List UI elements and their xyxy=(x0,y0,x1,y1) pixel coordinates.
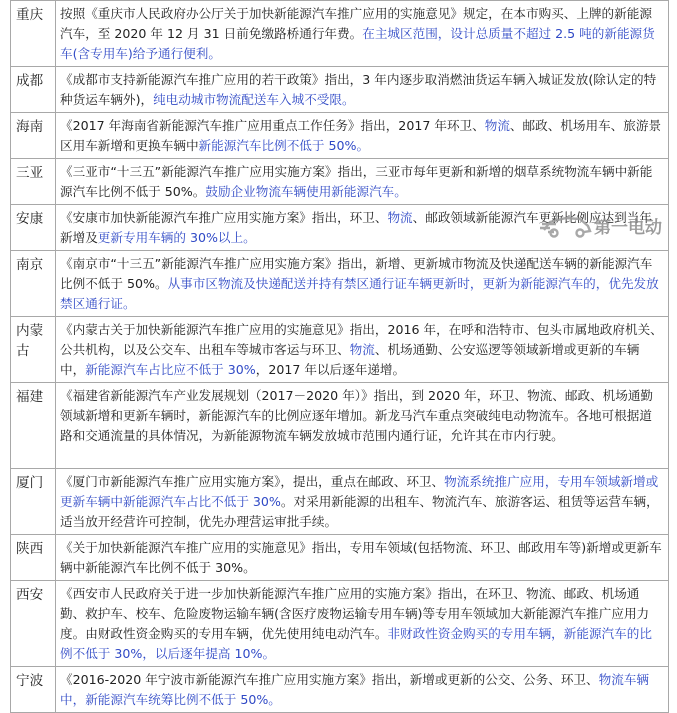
highlighted-text: 物流车辆中，新能源汽车统筹比例不低于 50%。 xyxy=(60,672,649,707)
table-row xyxy=(11,469,669,535)
policy-text: 《西安市人民政府关于进一步加快新能源汽车推广应用的实施方案》指出，在环卫、物流、邮政、机场通勤、救护车、校车、危险废物运输车辆(含医疗废物运输专用车辆)等专用车领域加大新能源汽车推广应用力度。由财政性资金购买的专用车辆，优先使用纯电动汽车。 xyxy=(60,586,650,641)
policy-cell xyxy=(56,581,669,667)
table-row xyxy=(11,581,669,667)
policy-text: 《厦门市新能源汽车推广应用实施方案》，提出，重点在邮政、环卫、 xyxy=(60,474,445,489)
highlighted-text: 物流 xyxy=(484,118,510,133)
table-row xyxy=(11,251,669,317)
policy-cell xyxy=(56,67,669,113)
table-row xyxy=(11,317,669,383)
policy-text: 、邮政、机场用车、旅游景区用车新增和更换车辆中 xyxy=(60,118,662,153)
highlighted-text: 纯电动城市物流配送车入城不受限。 xyxy=(153,92,355,107)
policy-cell xyxy=(56,159,669,205)
highlighted-text: 在主城区范围，设计总质量不超过 2.5 吨的新能源货车(含专用车)给予通行便利。 xyxy=(60,26,655,61)
highlighted-text: 从事市区物流及快递配送并持有禁区通行证车辆更新时，更新为新能源汽车的，优先发放禁区通行证。 xyxy=(60,276,659,311)
policy-cell xyxy=(56,317,669,383)
city-cell: 安康 xyxy=(11,205,56,251)
table-row xyxy=(11,67,669,113)
city-cell: 内蒙古 xyxy=(11,317,56,383)
policy-text: 《内蒙古关于加快新能源汽车推广应用的实施意见》指出，2016 年，在呼和浩特市、包头市属地政府机关、公共机构，以及公交车、出租车等城市客运与环卫、 xyxy=(60,322,663,357)
policy-cell xyxy=(56,1,669,67)
city-cell: 海南 xyxy=(11,113,56,159)
policy-text: 按照《重庆市人民政府办公厅关于加快新能源汽车推广应用的实施意见》规定，在本市购买、上牌的新能源汽车，至 2020 年 12 月 31 日前免缴路桥通行年费。 xyxy=(60,6,652,41)
policy-text: 《福建省新能源汽车产业发展规划（2017－2020 年）》指出，到 2020 年，环卫、物流、邮政、机场通勤领域新增和更新车辆时，新能源汽车的比例应逐年增加。新龙马汽车重点突破纯电动物流车。各地可根据道路和交通流量的具体情况，为新能源物流车辆发放城市范围内通行证，允许其在市内行驶。 xyxy=(60,388,654,443)
policy-text: 、邮政领域新能源汽车更新比例应达到当年新增及 xyxy=(60,210,652,245)
city-cell: 三亚 xyxy=(11,159,56,205)
highlighted-text: 更新专用车辆的 30%以上。 xyxy=(97,230,256,245)
highlighted-text: 鼓励企业物流车辆使用新能源汽车。 xyxy=(205,184,407,199)
city-cell: 成都 xyxy=(11,67,56,113)
city-cell: 西安 xyxy=(11,581,56,667)
city-cell: 福建 xyxy=(11,383,56,469)
table-row xyxy=(11,1,669,67)
policy-cell xyxy=(56,667,669,713)
policy-text: 《三亚市“十三五”新能源汽车推广应用实施方案》指出，三亚市每年更新和新增的烟草系统物流车辆中新能源汽车比例不低于 50%。 xyxy=(60,164,653,199)
policy-text: 《2016-2020 年宁波市新能源汽车推广应用实施方案》指出，新增或更新的公交、公务、环卫、 xyxy=(60,672,599,687)
city-cell: 厦门 xyxy=(11,469,56,535)
table-row xyxy=(11,113,669,159)
policy-text: 《2017 年海南省新能源汽车推广应用重点工作任务》指出，2017 年环卫、 xyxy=(60,118,485,133)
policy-cell xyxy=(56,251,669,317)
city-cell: 重庆 xyxy=(11,1,56,67)
highlighted-text: 物流系统推广应用，专用车领域新增或更新车辆中新能源汽车占比不低于 30% xyxy=(60,474,659,509)
policy-table xyxy=(10,0,669,713)
table-row xyxy=(11,535,669,581)
highlighted-text: 新能源汽车占比应不低于 30% xyxy=(85,362,256,377)
watermark-text: 第一电动 xyxy=(594,218,662,238)
policy-text: 《安康市加快新能源汽车推广应用实施方案》指出，环卫、 xyxy=(60,210,388,225)
city-cell: 宁波 xyxy=(11,667,56,713)
table-row xyxy=(11,383,669,469)
policy-cell xyxy=(56,535,669,581)
highlighted-text: 非财政性资金购买的专用车辆，新能源汽车的比例不低于 30%，以后逐年提高 10%。 xyxy=(60,626,652,661)
policy-cell xyxy=(56,113,669,159)
policy-cell xyxy=(56,383,669,469)
policy-text: 《成都市支持新能源汽车推广应用的若干政策》指出，3 年内逐步取消燃油货运车辆入城证发放(除认定的特种货运车辆外)， xyxy=(60,72,657,107)
policy-text: 《南京市“十三五”新能源汽车推广应用实施方案》指出，新增、更新城市物流及快递配送车辆的新能源汽车比例不低于 50%。 xyxy=(60,256,653,291)
policy-cell xyxy=(56,469,669,535)
highlighted-text: 新能源汽车比例不低于 50%。 xyxy=(198,138,370,153)
policy-text: ，2017 年以后逐年递增。 xyxy=(255,362,406,377)
city-cell: 陕西 xyxy=(11,535,56,581)
city-cell: 南京 xyxy=(11,251,56,317)
highlighted-text: 物流 xyxy=(387,210,413,225)
table-row xyxy=(11,159,669,205)
watermark-logo xyxy=(540,204,664,242)
policy-text: 、机场通勤、公安巡逻等领域新增或更新的车辆中， xyxy=(60,342,640,377)
policy-text: 。对采用新能源的出租车、物流汽车、旅游客运、租赁等运营车辆，适当放开经营许可控制，优先办理营运审批手续。 xyxy=(60,494,659,529)
policy-text: 《关于加快新能源汽车推广应用的实施意见》指出，专用车领域(包括物流、环卫、邮政用车等)新增或更新车辆中新能源汽车比例不低于 30%。 xyxy=(60,540,662,575)
table-row xyxy=(11,667,669,713)
highlighted-text: 物流 xyxy=(349,342,375,357)
car-logo-icon xyxy=(540,218,590,237)
